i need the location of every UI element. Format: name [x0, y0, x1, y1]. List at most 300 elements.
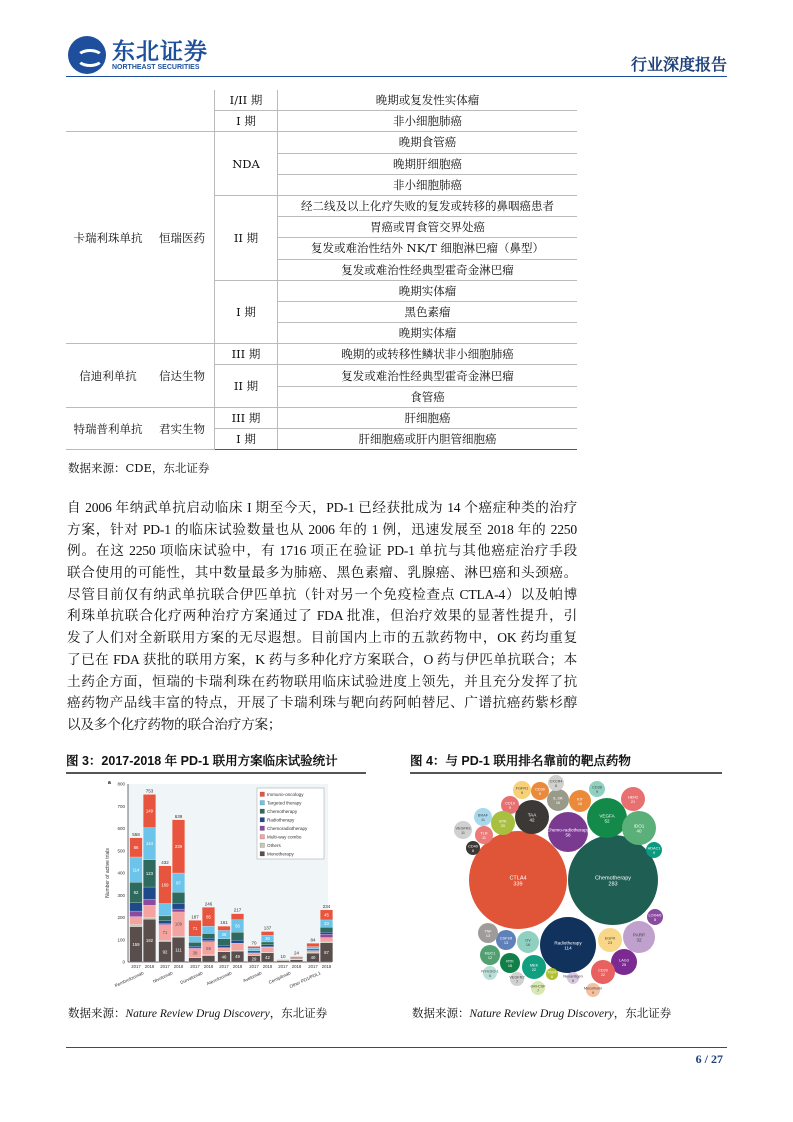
legend-label: Chemoradiotherapy [267, 826, 308, 831]
bubble-label: TIGIT [547, 970, 557, 975]
bar-segment [172, 903, 185, 909]
bubble-label: VEGFRs [455, 826, 471, 831]
legend-swatch [260, 826, 265, 831]
bubble-label: TNF [484, 929, 492, 934]
bubble-label: Chemotherapy [594, 875, 632, 882]
bubble-value: 52 [604, 818, 610, 824]
legend-label: Monotherapy [267, 851, 294, 857]
clinical-trial-table [66, 90, 577, 450]
bar-value-label: 40 [310, 955, 316, 961]
bar-value-label: 38 [221, 932, 227, 938]
bubble-label: HDAC1 [647, 846, 661, 851]
bar-segment [218, 948, 231, 951]
indication: 非小细胞肺癌 [278, 111, 578, 132]
paragraph-line: 利珠单抗联合化疗两种治疗方案通过了 FDA 批准，但治疗效果的显著性提升，引 [67, 608, 577, 624]
paragraph-line: 自 2006 年纳武单抗启动临床 I 期至今天，PD-1 已经获批成为 14 个癌症种类的治疗 [67, 500, 577, 515]
bar-value-label: 192 [145, 938, 154, 944]
paragraph-line: 发了人们对全新联用方案的无尽遐想。目前国内上市的五款药物中，OK 药均重复 [67, 630, 577, 646]
bar-value-label: 123 [145, 870, 154, 876]
indication: 晚期实体瘤 [278, 280, 578, 301]
figure-3-source [68, 1005, 327, 1021]
bubble-label: BTK [499, 819, 507, 824]
bubble-chart [400, 775, 720, 1000]
bubble-label: LAG3 [619, 958, 629, 963]
paragraph-line: 以及多个化疗药物的联合治疗方案； [67, 716, 282, 732]
bar-total-label: 187 [191, 914, 199, 920]
bar-total-label: 70 [251, 940, 257, 946]
bar-value-label: 71 [162, 930, 168, 936]
paragraph-line: 癌药物产品线丰富的特点，开展了卡瑞利珠与靶向药阿帕替尼、广谱抗癌药紫杉醇 [67, 695, 577, 711]
y-axis-label: Number of active trials [105, 848, 111, 898]
bubble-value: 16 [577, 801, 583, 806]
bar-segment [231, 944, 244, 951]
bar-value-label: 239 [174, 844, 183, 850]
x-group-label: Other PD1/PDL1 [288, 970, 322, 990]
bubble-label: BRAF [477, 813, 489, 818]
bar-segment [248, 948, 261, 951]
bar-segment [202, 955, 215, 956]
logo-icon [68, 36, 106, 74]
bubble-value: 9 [508, 805, 512, 810]
bubble-label: CSF1R [499, 936, 513, 941]
bar-segment [307, 949, 320, 950]
bubble-value: 20 [500, 823, 506, 828]
bar-segment [320, 927, 333, 932]
trial-phase: I 期 [215, 429, 278, 450]
bar-segment [290, 958, 303, 959]
bar-value-label: 29 [251, 956, 257, 962]
y-tick-label: 500 [117, 848, 125, 854]
figure-3-title-rule [66, 772, 366, 774]
bubble-value: 58 [565, 832, 571, 838]
bar-segment [172, 892, 185, 903]
bubble-value: 15 [507, 963, 513, 968]
bar-segment [202, 934, 215, 939]
bubble-value: 7 [515, 979, 519, 984]
bar-value-label: 86 [133, 845, 139, 851]
indication: 晚期实体瘤 [278, 323, 578, 344]
bubble-label: Chemo-radiotherapy [547, 827, 589, 833]
logo-subtext: NORTHEAST SECURITIES [112, 63, 200, 71]
x-year-label: 2017 [190, 964, 200, 969]
legend-swatch [260, 809, 265, 814]
bar-segment [307, 950, 320, 951]
trial-phase: III 期 [215, 407, 278, 428]
bar-segment [307, 943, 320, 946]
bar-segment [218, 939, 231, 945]
legend-swatch [260, 818, 265, 823]
bubble-value: 13 [485, 933, 491, 938]
figure-4-source [412, 1005, 671, 1021]
bar-value-label: 92 [133, 890, 139, 896]
bar-value-label: 46 [221, 954, 227, 960]
indication: 复发或难治性结外 NK/T 细胞淋巴瘤（鼻型） [278, 238, 578, 259]
bubble-label: Mesothelin [583, 986, 603, 991]
x-year-label: 2018 [173, 964, 184, 969]
bubble-value: 22 [531, 967, 537, 972]
indication: 肝细胞癌 [278, 407, 578, 428]
bubble-value: 42 [529, 817, 535, 823]
x-year-label: 2017 [308, 964, 318, 969]
source-prefix: 数据来源： [412, 1006, 470, 1020]
bubble-value: 7 [536, 988, 540, 993]
bubble-value: 9 [520, 790, 524, 795]
x-year-label: 2018 [144, 964, 155, 969]
x-year-label: 2018 [291, 964, 302, 969]
indication: 复发或难治性经典型霍奇金淋巴瘤 [278, 365, 578, 386]
bubble-value: 21 [630, 799, 636, 804]
bubble-value: 339 [513, 881, 523, 888]
bubble-value: 9 [538, 791, 542, 796]
x-year-label: 2017 [131, 964, 141, 969]
bubble-value: 9 [652, 850, 656, 855]
bubble-value: 25 [621, 962, 627, 967]
paragraph-line: 尽管目前仅有纳武单抗联合伊匹单抗（针对另一个免疫检查点 CTLA-4）以及帕博 [67, 586, 577, 602]
indication: 黑色素瘤 [278, 301, 578, 322]
bar-segment [261, 945, 274, 947]
bar-segment [159, 940, 172, 941]
figure-4-title-rule [410, 772, 722, 774]
bar-value-label: 59 [206, 945, 211, 951]
bubble-label: IDO1 [633, 823, 645, 829]
x-year-label: 2017 [249, 964, 259, 969]
x-year-label: 2018 [203, 964, 214, 969]
bar-segment [218, 926, 231, 930]
bar-value-label: 87 [176, 880, 181, 886]
bubble-value: 11 [481, 817, 485, 822]
table-source: 数据来源：CDE，东北证券 [68, 461, 210, 475]
x-year-label: 2018 [262, 964, 273, 969]
bar-total-label: 639 [174, 813, 183, 819]
bar-segment [248, 952, 261, 953]
source-suffix: ，东北证券 [613, 1006, 672, 1020]
bar-segment [320, 934, 333, 937]
y-tick-label: 200 [117, 915, 125, 920]
y-tick-label: 400 [117, 870, 125, 876]
trial-phase: III 期 [215, 344, 278, 365]
stacked-bar-chart [60, 775, 360, 1000]
bar-segment [143, 905, 156, 917]
x-group-label: Cemiplimab [267, 970, 292, 985]
drug-name: 特瑞普利单抗 [66, 407, 150, 449]
bar-segment [261, 942, 274, 945]
legend-swatch [260, 801, 265, 806]
bubble-label: LOX4/6 [648, 913, 662, 918]
bar-segment [130, 924, 143, 926]
trial-phase: I 期 [215, 280, 278, 344]
bar-segment [172, 909, 185, 912]
y-tick-label: 800 [117, 781, 125, 787]
y-tick-label: 100 [117, 937, 125, 943]
bar-segment [159, 916, 172, 921]
bubble-value: 12 [487, 955, 493, 960]
x-group-label: Avelumab [242, 970, 263, 984]
bar-value-label: 71 [192, 925, 198, 931]
bubble-label: FGFR1 [515, 786, 529, 791]
bar-value-label: 114 [132, 867, 140, 873]
y-tick-label: 300 [117, 892, 125, 898]
indication: 晚期或复发性实体瘤 [278, 90, 578, 111]
bar-value-label: 144 [145, 841, 154, 847]
bar-segment [218, 945, 231, 947]
bar-segment [189, 946, 202, 948]
bubble-label: RTK [506, 959, 514, 964]
bubble-label: PARP [632, 932, 646, 938]
bar-segment [130, 903, 143, 911]
x-group-label: Pembrolizumab [113, 970, 145, 989]
bar-segment [159, 903, 172, 915]
bar-segment [143, 899, 156, 905]
legend-swatch [260, 792, 265, 797]
bar-segment [189, 936, 202, 942]
trial-phase: NDA [215, 132, 278, 196]
x-group-label: Nivolumab [152, 970, 174, 984]
report-type: 行业深度报告 [630, 55, 727, 74]
indication: 晚期食管癌 [278, 132, 578, 153]
indication: 经二线及以上化疗失败的复发或转移的鼻咽癌患者 [278, 195, 578, 216]
legend-swatch [260, 835, 265, 840]
indication: 晚期的或转移性鳞状非小细胞肺癌 [278, 344, 578, 365]
bubble-label: Neoantigen [563, 974, 583, 979]
bar-total-label: 246 [204, 901, 213, 907]
x-year-label: 2017 [160, 964, 170, 969]
bar-segment [172, 936, 185, 937]
bar-segment [189, 958, 202, 962]
bubble-label: EGFR [604, 936, 616, 941]
bubble-label: TAA [527, 812, 537, 818]
bar-value-label: 92 [162, 949, 168, 955]
bar-total-label: 161 [220, 920, 228, 926]
bubble-value: 6 [488, 973, 492, 978]
x-group-label: Atezolizumab [205, 970, 233, 987]
bar-segment [231, 943, 244, 944]
bubble-value: 16 [555, 800, 561, 805]
company-name: 恒瑞医药 [150, 132, 215, 344]
bubble-label: GM-CSF [530, 984, 546, 989]
bar-segment [248, 951, 261, 952]
bar-segment [231, 940, 244, 943]
bar-segment [130, 911, 143, 917]
trial-phase: II 期 [215, 365, 278, 407]
bar-segment [290, 960, 303, 962]
bubble-label: IL-2R [553, 796, 563, 801]
legend-label: Chemotherapy [267, 809, 298, 814]
source-suffix: ，东北证券 [269, 1006, 328, 1020]
bar-value-label: 149 [145, 808, 154, 814]
legend-swatch [260, 852, 265, 857]
figure-3-title: 图 3：2017-2018 年 PD-1 联用方案临床试验统计 [66, 754, 338, 768]
x-group-label: Durvalumab [179, 970, 204, 986]
bubble-value: 283 [608, 881, 618, 888]
bubble-label: CD30 [535, 787, 545, 792]
source-prefix: 数据来源： [68, 1006, 126, 1020]
x-year-label: 2017 [278, 964, 288, 969]
bar-value-label: 159 [132, 941, 140, 947]
paragraph-line: 方案，针对 PD-1 的临床试验数量也从 2006 年的 1 例，迅速发展至 2018 年的 2250 [67, 521, 577, 537]
bar-segment [202, 941, 215, 942]
legend-label: Immuno-oncology [267, 792, 304, 797]
empty-cell [66, 90, 215, 132]
bubble-label: CXCR4 [549, 779, 563, 784]
bar-segment [143, 918, 156, 920]
bar-segment [159, 921, 172, 924]
paragraph-line: 了已在 FDA 获批的联用方案，K 药与多种化疗方案联合，O 药与伊匹单抗联合；本 [67, 651, 577, 667]
x-year-label: 2018 [232, 964, 243, 969]
page-number: 6 / 27 [695, 1052, 723, 1066]
paragraph-line: 例。在这 2250 项临床试验中，有 1716 项正在验证 PD-1 单抗与其他癌症治疗手段 [67, 543, 577, 559]
bar-segment [189, 942, 202, 946]
bar-value-label: 33 [324, 921, 329, 927]
bar-value-label: 109 [174, 921, 183, 927]
bar-total-label: 558 [132, 831, 140, 837]
bubble-value: 8 [653, 917, 657, 922]
bubble-value: 6 [554, 783, 558, 788]
bubble-value: 40 [636, 828, 642, 834]
indication: 复发或难治性经典型霍奇金淋巴瘤 [278, 259, 578, 280]
bar-value-label: 38 [192, 950, 198, 956]
header-divider [66, 76, 727, 77]
indication: 肝细胞癌或肝内胆管细胞癌 [278, 429, 578, 450]
bar-total-label: 432 [161, 859, 169, 865]
bar-value-label: 56 [235, 923, 240, 929]
bar-segment [307, 952, 320, 953]
table-row [66, 407, 577, 428]
table-row [66, 344, 577, 365]
legend-label: Others [267, 843, 281, 848]
bubble-value: 6 [571, 978, 575, 983]
indication: 晚期肝细胞癌 [278, 153, 578, 174]
paragraph-line: 土药企方面，恒瑞的卡瑞利珠在药物联用临床试验进度上领先，并且充分发挥了抗 [67, 673, 577, 689]
bar-value-label: 87 [324, 949, 329, 955]
bar-segment [130, 917, 143, 925]
indication: 食管癌 [278, 386, 578, 407]
bar-segment [307, 947, 320, 949]
bubble-label: CD38 [592, 785, 602, 790]
bar-total-label: 234 [322, 903, 331, 909]
paragraph-line: 联合使用的可能性，其中数量最多为肺癌、黑色素瘤、乳腺癌、淋巴癌和头颈癌。 [67, 565, 577, 581]
bubble-value: 9 [591, 990, 595, 995]
bar-segment [202, 926, 215, 933]
bubble-label: MUC1 [484, 951, 496, 956]
company-logo [68, 36, 208, 74]
bubble-value: 23 [607, 940, 613, 945]
y-tick-label: 600 [117, 826, 125, 831]
bubble-value: 114 [564, 945, 572, 951]
bar-value-label: 45 [324, 912, 329, 918]
table-row [66, 90, 577, 111]
bar-segment [159, 924, 172, 925]
footer-divider [66, 1047, 727, 1048]
bubble-label: VEGFA [599, 813, 615, 819]
bubble-label: HER2 [627, 795, 639, 800]
bar-total-label: 24 [293, 950, 300, 956]
trial-phase: II 期 [215, 195, 278, 280]
bubble-label: VEGFR2 [509, 975, 525, 980]
trial-phase: I/II 期 [215, 90, 278, 111]
y-tick-label: 700 [117, 803, 125, 809]
bar-value-label: 49 [235, 954, 240, 960]
y-tick-label: 0 [122, 959, 125, 965]
trial-phase: I 期 [215, 111, 278, 132]
bubble-label: MEK [529, 963, 539, 968]
bar-total-label: 137 [263, 925, 272, 931]
bar-total-label: 753 [145, 788, 154, 794]
bar-segment [231, 950, 244, 951]
bar-value-label: 30 [265, 936, 270, 942]
bubble-label: KIT [577, 797, 583, 802]
bar-total-label: 217 [233, 907, 242, 913]
bubble-value: 32 [636, 937, 642, 943]
bar-segment [261, 947, 274, 952]
bubble-value: 22 [600, 972, 606, 977]
bar-segment [231, 914, 244, 920]
legend-box [257, 788, 324, 859]
company-name: 君实生物 [150, 407, 215, 449]
bar-segment [320, 942, 333, 943]
bubble-value: 13 [503, 940, 509, 945]
table-row [66, 132, 577, 153]
bubble-value: 6 [471, 848, 475, 853]
bubble-label: TLR [480, 831, 488, 836]
bar-segment [189, 948, 202, 949]
bar-value-label: 169 [161, 882, 169, 888]
bubble-value: 16 [525, 942, 531, 947]
bubble-value: 9 [595, 789, 599, 794]
legend-label: Targeted therapy [267, 800, 302, 806]
bubble-label: CTLA4 [509, 875, 527, 882]
bubble-label: CD20 [598, 968, 608, 973]
bubble-label: Radiotherapy [554, 940, 582, 946]
bar-total-label: 84 [310, 937, 316, 943]
bar-segment [307, 951, 320, 953]
bar-segment [320, 938, 333, 942]
bubble-value: 11 [482, 835, 486, 840]
bubble-label: NY-ESO-1 [481, 969, 499, 974]
indication: 胃癌或胃食管交界处癌 [278, 217, 578, 238]
figure-4-title: 图 4：与 PD-1 联用排名靠前的靶点药物 [410, 754, 631, 768]
bar-value-label: 85 [206, 914, 211, 920]
bar-segment [248, 954, 261, 956]
x-year-label: 2018 [321, 964, 332, 969]
bar-value-label: 111 [175, 947, 182, 953]
bar-segment [277, 961, 290, 962]
source-journal: Nature Review Drug Discovery [125, 1008, 270, 1020]
bubble-value: 11 [461, 830, 465, 835]
drug-name: 信迪利单抗 [66, 344, 150, 408]
source-journal: Nature Review Drug Discovery [469, 1008, 614, 1020]
drug-name: 卡瑞利珠单抗 [66, 132, 150, 344]
bar-segment [261, 932, 274, 936]
bar-segment [143, 887, 156, 899]
indication: 非小细胞肺癌 [278, 174, 578, 195]
bar-segment [248, 946, 261, 948]
bubble-label: CD19 [505, 801, 515, 806]
bar-segment [290, 958, 303, 959]
bubble-value: 6 [550, 974, 554, 979]
bar-segment [231, 932, 244, 940]
bar-total-label: 10 [280, 953, 286, 959]
panel-label: a [108, 780, 111, 786]
bar-segment [202, 956, 215, 962]
bar-segment [290, 957, 303, 958]
x-year-label: 2017 [219, 964, 229, 969]
bar-segment [202, 938, 215, 940]
body-paragraph [67, 497, 577, 736]
company-name: 信达生物 [150, 344, 215, 408]
bubble-label: OV [525, 938, 531, 943]
logo-text: 东北证券 [112, 38, 208, 65]
bar-segment [320, 932, 333, 934]
